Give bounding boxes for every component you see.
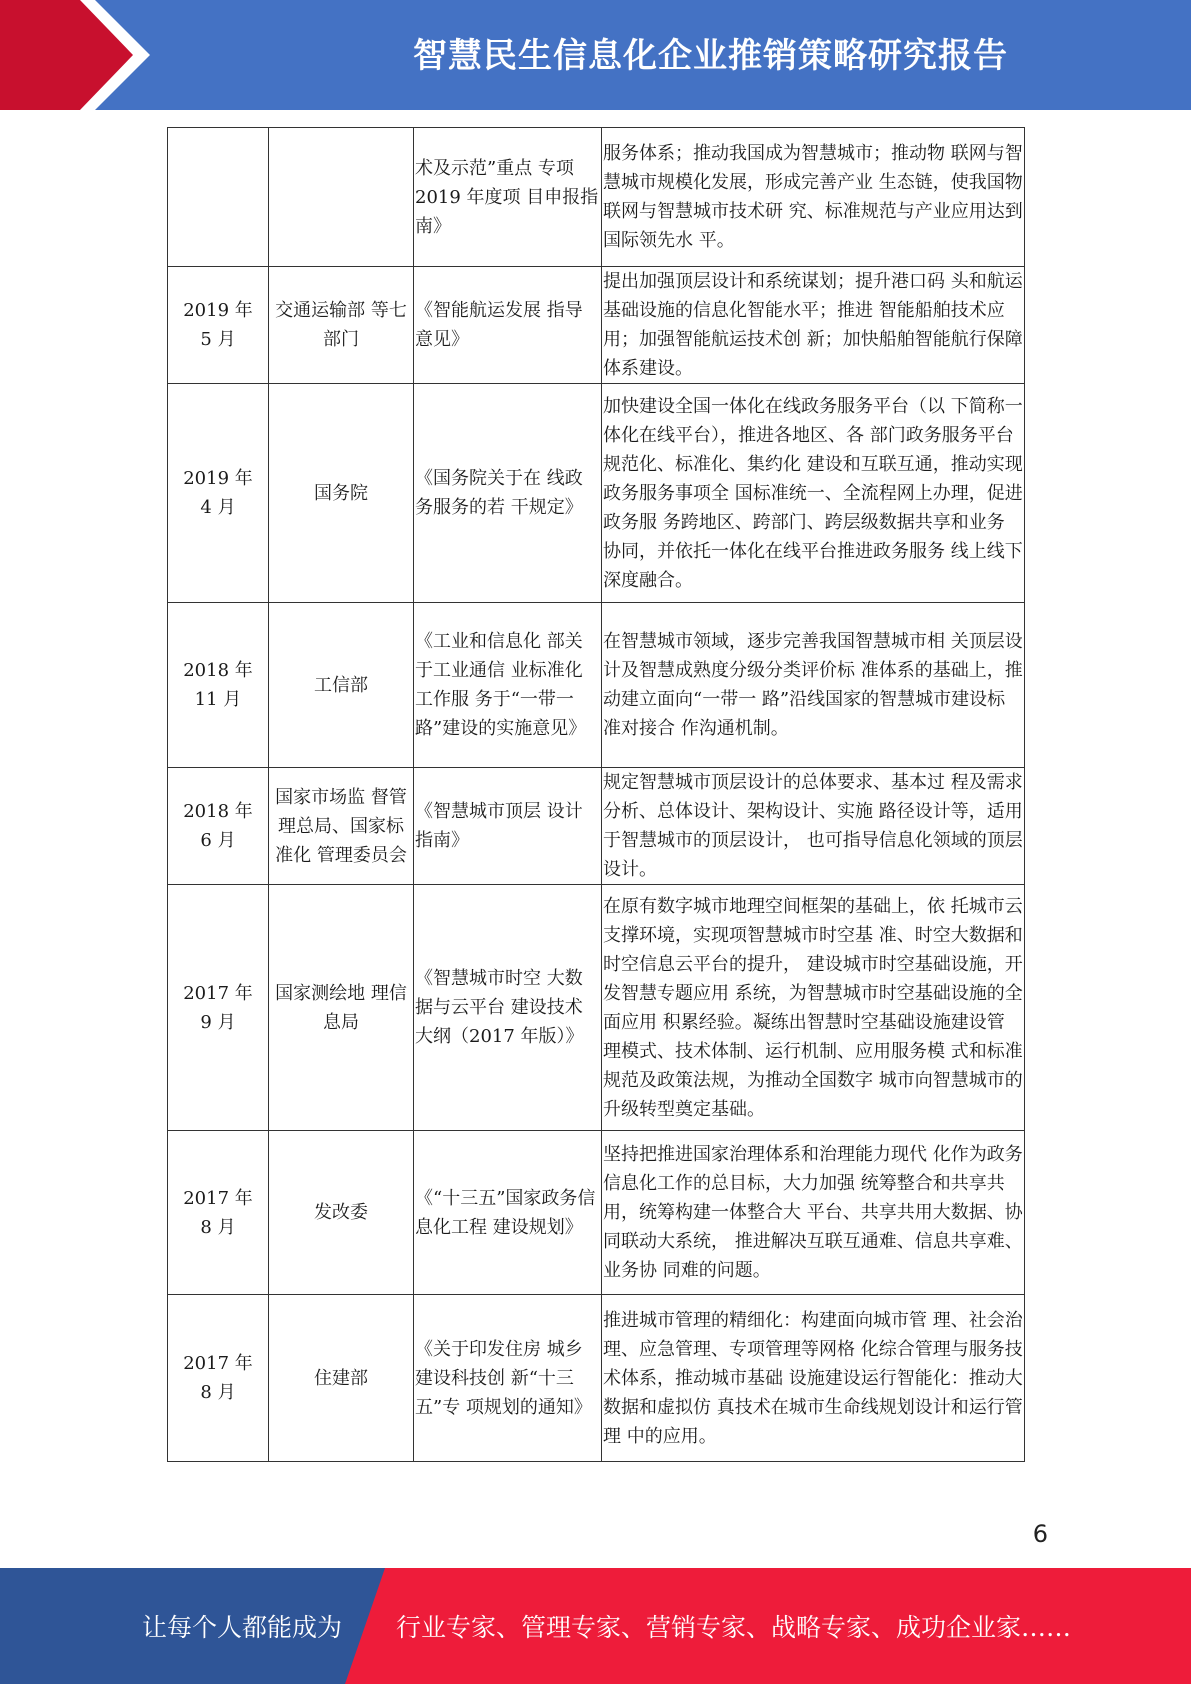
footer-slogan-left: 让每个人都能成为 [142, 1613, 343, 1642]
document-cell: 《智能航运发展 指导意见》 [414, 267, 602, 384]
date-cell: 2017 年 8 月 [168, 1131, 269, 1295]
date-cell: 2017 年 9 月 [168, 885, 269, 1131]
date-cell: 2019 年 4 月 [168, 384, 269, 603]
table-row [168, 885, 1025, 1131]
description-cell: 坚持把推进国家治理体系和治理能力现代 化作为政务信息化工作的总目标，大力加强 统筹整合和共享共用，统筹构建一体整合大 平台、共享共用大数据、协同联动大系统， 推进解决互联互通难、信息共享难、业务协 同难的问题。 [602, 1131, 1025, 1295]
department-cell: 交通运输部 等七部门 [269, 267, 414, 384]
page-number: 6 [1032, 1520, 1048, 1548]
department-cell [269, 128, 414, 267]
department-cell: 国家测绘地 理信息局 [269, 885, 414, 1131]
description-cell: 服务体系；推动我国成为智慧城市；推动物 联网与智慧城市规模化发展，形成完善产业 生态链，使我国物联网与智慧城市技术研 究、标准规范与产业应用达到国际领先水 平。 [602, 128, 1025, 267]
page-header [0, 0, 1191, 110]
description-cell: 规定智慧城市顶层设计的总体要求、基本过 程及需求分析、总体设计、架构设计、实施 路径设计等，适用于智慧城市的顶层设计， 也可指导信息化领域的顶层设计。 [602, 768, 1025, 885]
document-cell: 术及示范”重点 专项 2019 年度项 目申报指南》 [414, 128, 602, 267]
document-title: 智慧民生信息化企业推销策略研究报告 [413, 36, 1008, 76]
date-cell: 2018 年 11 月 [168, 603, 269, 768]
table-row [168, 267, 1025, 384]
description-cell: 在智慧城市领域，逐步完善我国智慧城市相 关顶层设计及智慧成熟度分级分类评价标 准体系的基础上，推动建立面向“一带一 路”沿线国家的智慧城市建设标准对接合 作沟通机制。 [602, 603, 1025, 768]
department-cell: 发改委 [269, 1131, 414, 1295]
department-cell: 住建部 [269, 1295, 414, 1462]
date-cell [168, 128, 269, 267]
footer-slogan-right: 行业专家、管理专家、营销专家、战略专家、成功企业家…… [396, 1613, 1072, 1642]
description-cell: 加快建设全国一体化在线政务服务平台（以 下简称一体化在线平台），推进各地区、各 部门政务服务平台规范化、标准化、集约化 建设和互联互通，推动实现政务服务事项全 国标准统一、全流程网上办理，促进政务服 务跨地区、跨部门、跨层级数据共享和业务 协同，并依托一体化在线平台推进政务服务 线上线下深度融合。 [602, 384, 1025, 603]
policy-table [167, 127, 1025, 1462]
department-cell: 工信部 [269, 603, 414, 768]
date-cell: 2018 年 6 月 [168, 768, 269, 885]
header-arrow-icon [0, 0, 160, 110]
document-cell: 《智慧城市时空 大数据与云平台 建设技术大纲（2017 年版）》 [414, 885, 602, 1131]
description-cell: 提出加强顶层设计和系统谋划；提升港口码 头和航运基础设施的信息化智能水平；推进 智能船舶技术应用；加强智能航运技术创 新；加快船舶智能航行保障体系建设。 [602, 267, 1025, 384]
table-row [168, 1131, 1025, 1295]
document-cell: 《关于印发住房 城乡建设科技创 新“十三五”专 项规划的通知》 [414, 1295, 602, 1462]
document-cell: 《智慧城市顶层 设计指南》 [414, 768, 602, 885]
page-footer [0, 1568, 1191, 1684]
document-cell: 《“十三五”国家政务信息化工程 建设规划》 [414, 1131, 602, 1295]
description-cell: 推进城市管理的精细化：构建面向城市管 理、社会治理、应急管理、专项管理等网格 化综合管理与服务技术体系，推动城市基础 设施建设运行智能化：推动大数据和虚拟仿 真技术在城市生命线规划设计和运行管理 中的应用。 [602, 1295, 1025, 1462]
policy-table-wrapper [167, 127, 1024, 1462]
document-cell: 《国务院关于在 线政务服务的若 干规定》 [414, 384, 602, 603]
table-row [168, 603, 1025, 768]
table-row [168, 384, 1025, 603]
date-cell: 2017 年 8 月 [168, 1295, 269, 1462]
department-cell: 国务院 [269, 384, 414, 603]
date-cell: 2019 年 5 月 [168, 267, 269, 384]
table-row [168, 128, 1025, 267]
description-cell: 在原有数字城市地理空间框架的基础上，依 托城市云支撑环境，实现项智慧城市时空基 准、时空大数据和时空信息云平台的提升， 建设城市时空基础设施，开发智慧专题应用 系统，为智慧城市时空基础设施的全面应用 积累经验。凝练出智慧时空基础设施建设管 理模式、技术体制、运行机制、应用服务模 式和标准规范及政策法规，为推动全国数字 城市向智慧城市的升级转型奠定基础。 [602, 885, 1025, 1131]
document-cell: 《工业和信息化 部关于工业通信 业标准化工作服 务于“一带一 路”建设的实施意见》 [414, 603, 602, 768]
table-row [168, 1295, 1025, 1462]
department-cell: 国家市场监 督管理总局、国家标准化 管理委员会 [269, 768, 414, 885]
table-row [168, 768, 1025, 885]
